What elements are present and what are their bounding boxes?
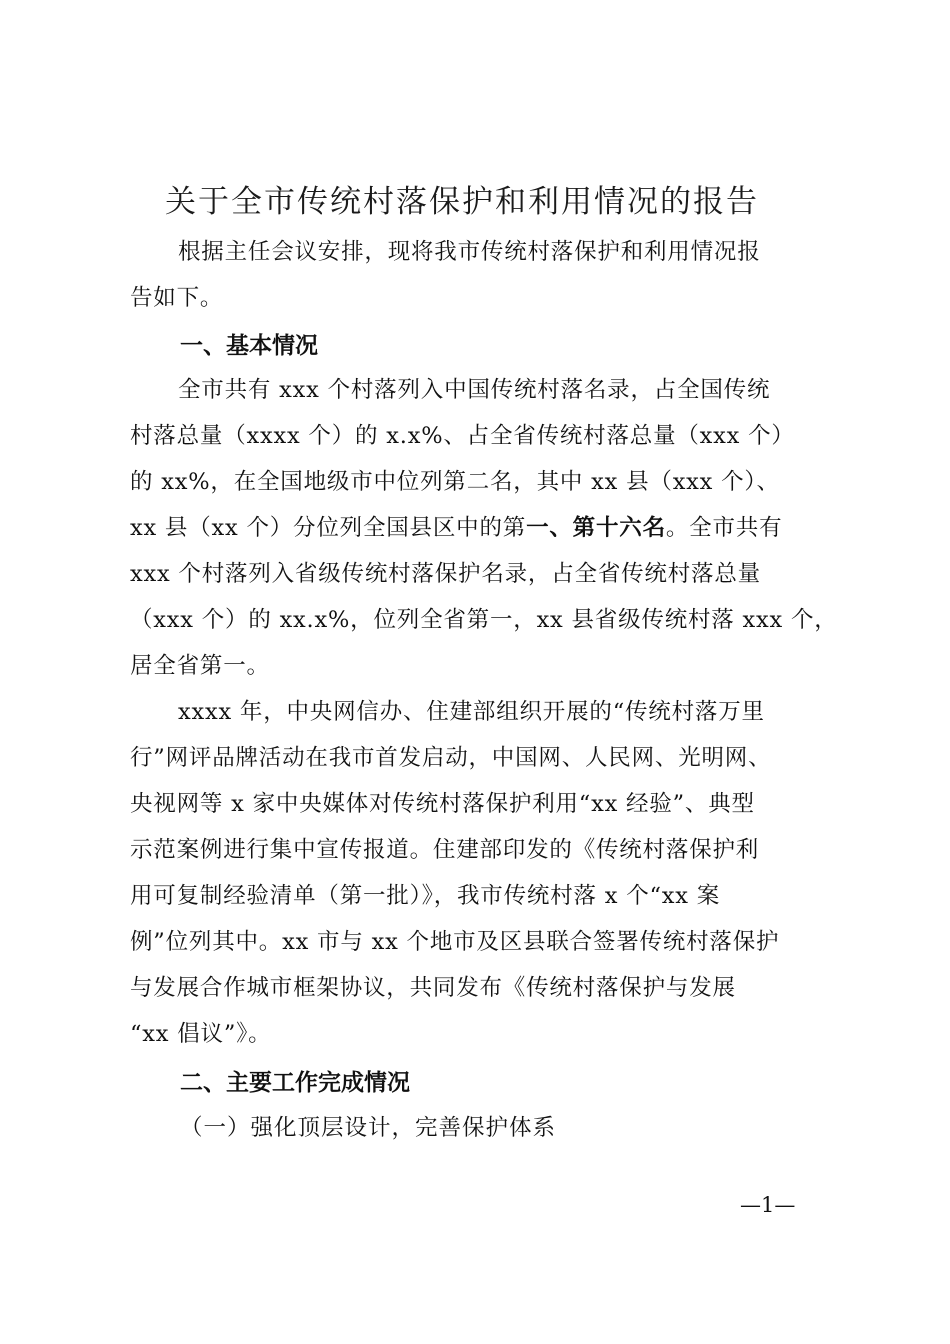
para1-line-2: 村落总量（xxxx 个）的 x.x%、占全省传统村落总量（xxx 个） (130, 423, 795, 449)
para2-line-4: 示范案例进行集中宣传报道。住建部印发的《传统村落保护利 (130, 837, 760, 863)
para2-line-8: “xx 倡议”》。 (130, 1021, 272, 1047)
para2-line-7: 与发展合作城市框架协议，共同发布《传统村落保护与发展 (130, 975, 736, 1001)
intro-line-1: 根据主任会议安排，现将我市传统村落保护和利用情况报 (178, 239, 761, 265)
para1-line-3: 的 xx%，在全国地级市中位列第二名，其中 xx 县（xxx 个）、 (130, 469, 780, 495)
section-heading-main-work: 二、主要工作完成情况 (180, 1070, 410, 1096)
intro-line-2: 告如下。 (130, 285, 224, 311)
para1-line-1: 全市共有 xxx 个村落列入中国传统村落名录，占全国传统 (178, 377, 771, 403)
para2-line-6: 例”位列其中。xx 市与 xx 个地市及区县联合签署传统村落保护 (130, 929, 780, 955)
subsection-heading-1: （一）强化顶层设计，完善保护体系 (180, 1115, 557, 1141)
para1-line-4-bold: 一、第十六名 (526, 515, 666, 541)
para2-line-2: 行”网评品牌活动在我市首发启动，中国网、人民网、光明网、 (130, 745, 772, 771)
document-title: 关于全市传统村落保护和利用情况的报告 (165, 184, 759, 220)
page-number: —1— (740, 1193, 796, 1217)
section-heading-basic: 一、基本情况 (180, 333, 318, 359)
para1-line-6: （xxx 个）的 xx.x%，位列全省第一，xx 县省级传统村落 xxx 个， (130, 607, 838, 633)
para2-line-1: xxxx 年，中央网信办、住建部组织开展的“传统村落万里 (178, 699, 765, 725)
para1-line-5: xxx 个村落列入省级传统村落保护名录，占全省传统村落总量 (130, 561, 761, 587)
para2-line-5: 用可复制经验清单（第一批）》，我市传统村落 x 个“xx 案 (130, 883, 721, 909)
para1-line-4-post: 。全市共有 (665, 515, 783, 541)
para1-line-4-pre: xx 县（xx 个）分位列全国县区中的第 (130, 515, 527, 541)
para2-line-3: 央视网等 x 家中央媒体对传统村落保护利用“xx 经验”、典型 (130, 791, 755, 817)
para1-line-7: 居全省第一。 (130, 653, 270, 679)
para1-line-4 (130, 510, 782, 542)
